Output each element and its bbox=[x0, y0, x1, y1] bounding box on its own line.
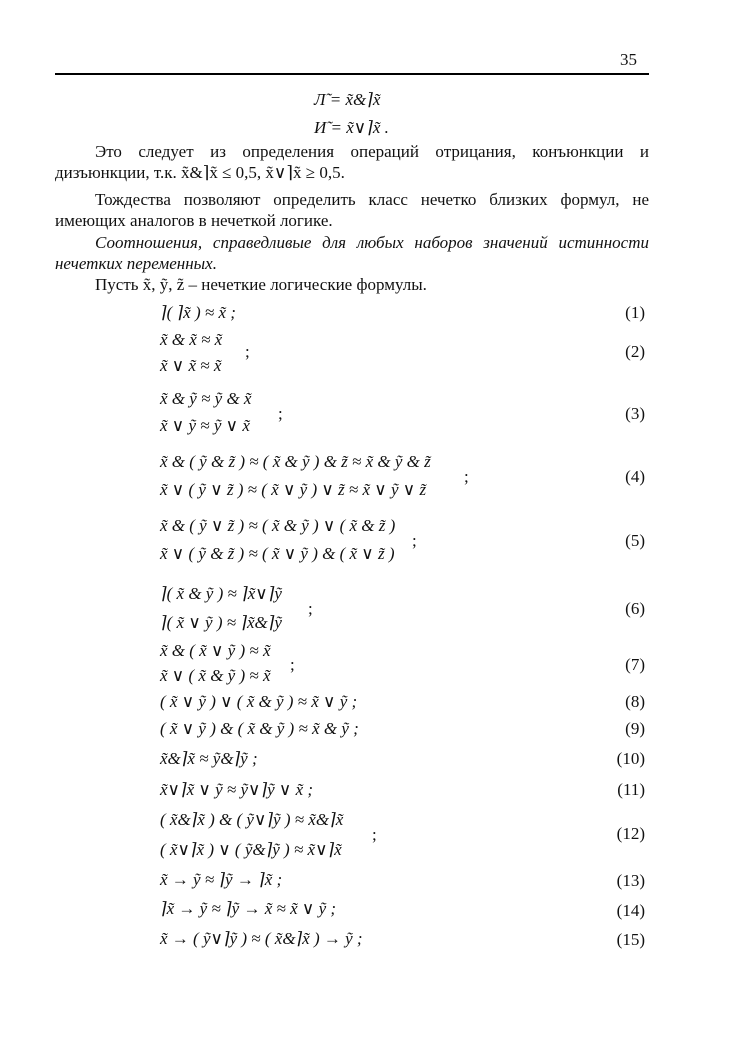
paragraph-identities: Тождества позволяют определить класс нечетко близких формул, не имеющих аналогов в нечеткой логике. bbox=[55, 190, 649, 230]
formula-4-semicolon: ; bbox=[464, 467, 469, 486]
formula-10-number: (10) bbox=[616, 749, 645, 768]
formula-6-line-2: ⌉( x̃ ∨ ỹ ) ≈ ⌉x̃&⌉ỹ bbox=[160, 613, 282, 632]
formula-6-line-1: ⌉( x̃ & ỹ ) ≈ ⌉x̃∨⌉ỹ bbox=[160, 584, 282, 603]
formula-12-line-1: ( x̃&⌉x̃ ) & ( ỹ∨⌉ỹ ) ≈ x̃&⌉x̃ bbox=[160, 810, 344, 829]
formula-4-number: (4) bbox=[625, 467, 645, 486]
formula-3-line-1: x̃ & ỹ ≈ ỹ & x̃ bbox=[160, 389, 252, 408]
formula-5-semicolon: ; bbox=[412, 531, 417, 550]
formula-1-line-1: ⌉( ⌉x̃ ) ≈ x̃ ; bbox=[160, 303, 236, 322]
formula-12-line-2: ( x̃∨⌉x̃ ) ∨ ( ỹ&⌉ỹ ) ≈ x̃∨⌉x̃ bbox=[160, 840, 342, 859]
formula-9-line-1: ( x̃ ∨ ỹ ) & ( x̃ & ỹ ) ≈ x̃ & ỹ ; bbox=[160, 719, 359, 738]
formula-13-number: (13) bbox=[616, 871, 645, 890]
formula-8-line-1: ( x̃ ∨ ỹ ) ∨ ( x̃ & ỹ ) ≈ x̃ ∨ ỹ ; bbox=[160, 692, 358, 711]
formula-2-semicolon: ; bbox=[245, 342, 250, 361]
paragraph-let: Пусть x̃, ỹ, z̃ – нечеткие логические формулы. bbox=[95, 275, 427, 294]
formula-10-line-1: x̃&⌉x̃ ≈ ỹ&⌉ỹ ; bbox=[160, 749, 258, 768]
formula-6-number: (6) bbox=[625, 599, 645, 618]
paragraph-definition: Это следует из определения операций отрицания, конъюнкции и дизъюнкции, т.к. x̃&⌉x̃ ≤ 0,5, x̃∨⌉x̃ ≥ 0,5. bbox=[55, 142, 649, 182]
formula-4-line-2: x̃ ∨ ( ỹ ∨ z̃ ) ≈ ( x̃ ∨ ỹ ) ∨ z̃ ≈ x̃ ∨ ỹ ∨ z̃ bbox=[160, 480, 427, 499]
formula-15-number: (15) bbox=[616, 930, 645, 949]
page-number: 35 bbox=[620, 50, 637, 69]
formula-7-line-1: x̃ & ( x̃ ∨ ỹ ) ≈ x̃ bbox=[160, 641, 271, 660]
formula-5-line-2: x̃ ∨ ( ỹ & z̃ ) ≈ ( x̃ ∨ ỹ ) & ( x̃ ∨ z̃ ) bbox=[160, 544, 395, 563]
header-rule bbox=[55, 73, 649, 75]
formula-14-line-1: ⌉x̃ → ỹ ≈ ⌉ỹ → x̃ ≈ x̃ ∨ ỹ ; bbox=[160, 899, 337, 918]
formula-3-number: (3) bbox=[625, 404, 645, 423]
formula-6-semicolon: ; bbox=[308, 599, 313, 618]
section-heading: Соотношения, справедливые для любых наборов значений истинности нечетких переменных. bbox=[55, 233, 649, 273]
formula-13-line-1: x̃ → ỹ ≈ ⌉ỹ → ⌉x̃ ; bbox=[160, 870, 283, 889]
formula-7-number: (7) bbox=[625, 655, 645, 674]
formula-2-line-1: x̃ & x̃ ≈ x̃ bbox=[160, 330, 223, 349]
formula-7-semicolon: ; bbox=[290, 655, 295, 674]
formula-2-line-2: x̃ ∨ x̃ ≈ x̃ bbox=[160, 356, 222, 375]
equation-i: И̃ = x̃∨⌉x̃ . bbox=[314, 118, 389, 137]
formula-8-number: (8) bbox=[625, 692, 645, 711]
formula-12-number: (12) bbox=[616, 824, 645, 843]
formula-12-semicolon: ; bbox=[372, 825, 377, 844]
formula-5-line-1: x̃ & ( ỹ ∨ z̃ ) ≈ ( x̃ & ỹ ) ∨ ( x̃ & z̃ ) bbox=[160, 516, 396, 535]
formula-11-number: (11) bbox=[617, 780, 645, 799]
formula-7-line-2: x̃ ∨ ( x̃ & ỹ ) ≈ x̃ bbox=[160, 666, 271, 685]
formula-15-line-1: x̃ → ( ỹ∨⌉ỹ ) ≈ ( x̃&⌉x̃ ) → ỹ ; bbox=[160, 929, 363, 948]
formula-3-line-2: x̃ ∨ ỹ ≈ ỹ ∨ x̃ bbox=[160, 416, 250, 435]
formula-14-number: (14) bbox=[616, 901, 645, 920]
equation-l: Л̃ = x̃&⌉x̃ bbox=[314, 90, 381, 109]
formula-4-line-1: x̃ & ( ỹ & z̃ ) ≈ ( x̃ & ỹ ) & z̃ ≈ x̃ & ỹ & z̃ bbox=[160, 452, 431, 471]
formula-5-number: (5) bbox=[625, 531, 645, 550]
formula-11-line-1: x̃∨⌉x̃ ∨ ỹ ≈ ỹ∨⌉ỹ ∨ x̃ ; bbox=[160, 780, 314, 799]
formula-9-number: (9) bbox=[625, 719, 645, 738]
formula-1-number: (1) bbox=[625, 303, 645, 322]
formula-3-semicolon: ; bbox=[278, 404, 283, 423]
formula-2-number: (2) bbox=[625, 342, 645, 361]
